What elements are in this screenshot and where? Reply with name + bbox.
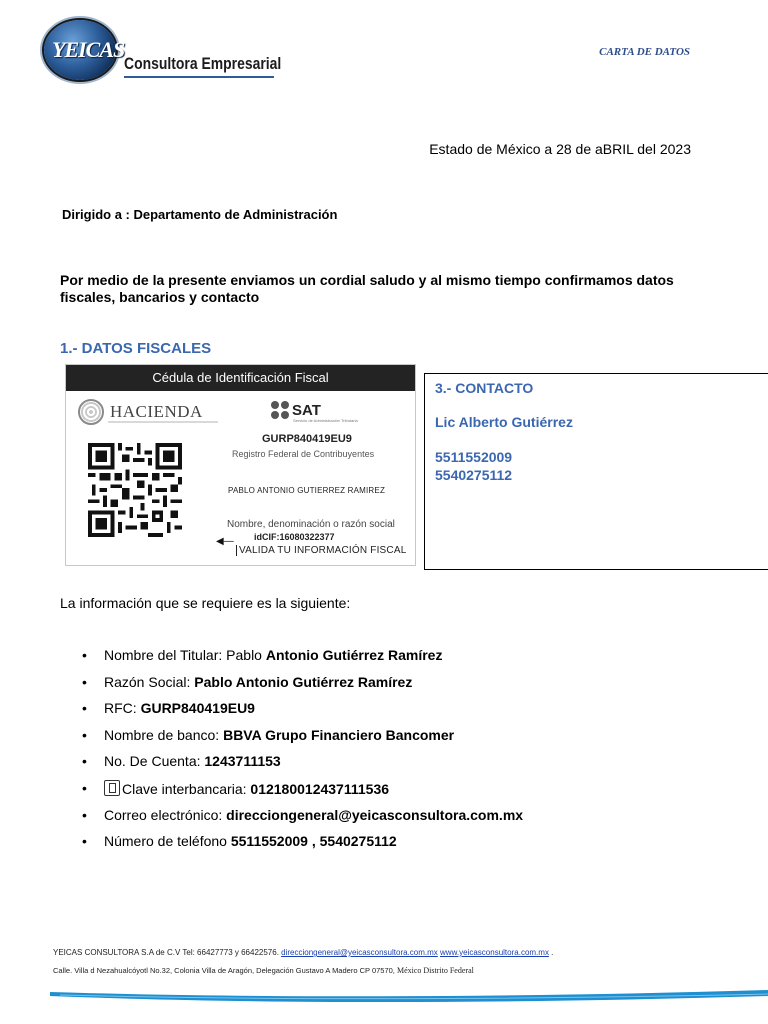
footer-company-line	[53, 948, 553, 957]
item-label: Número de teléfono	[104, 833, 231, 850]
contact-title: 3.- CONTACTO	[435, 380, 534, 396]
company-logo	[44, 20, 282, 90]
sat-text: SAT	[292, 401, 321, 419]
cedula-header: Cédula de Identificación Fiscal	[66, 365, 415, 391]
logo-underline	[124, 76, 274, 78]
footer-wave	[0, 978, 768, 1008]
list-item	[82, 700, 722, 727]
requirements-list	[82, 647, 722, 860]
footer-email-link[interactable]: direcciongeneral@yeicasconsultora.com.mx	[281, 948, 438, 957]
footer-company: YEICAS CONSULTORA S.A de C.V Tel: 66427773 y 66422576.	[53, 948, 282, 957]
seal-icon	[78, 399, 104, 425]
section-title-datos-fiscales: 1.- DATOS FISCALES	[60, 340, 212, 357]
cedula-fiscal-image	[65, 364, 416, 566]
item-value: GURP840419EU9	[140, 700, 255, 717]
requirements-intro: La información que se requiere es la siguiente:	[60, 595, 351, 611]
footer-city: México Distrito Federal	[396, 966, 474, 975]
item-label: RFC:	[104, 700, 141, 717]
contact-box	[424, 373, 768, 570]
cedula-denomination-label: Nombre, denominación o razón social	[227, 519, 395, 530]
item-label: Clave interbancaria:	[122, 780, 251, 797]
contact-name: Lic Alberto Gutiérrez	[435, 414, 573, 430]
list-item	[82, 647, 722, 674]
document-label: CARTA DE DATOS	[599, 46, 690, 58]
cedula-valida: VALIDA TU INFORMACIÓN FISCAL	[236, 545, 406, 556]
item-label: No. De Cuenta:	[104, 753, 205, 770]
list-item	[82, 780, 722, 807]
footer-address-line	[53, 966, 474, 975]
item-value: Pablo Antonio Gutiérrez Ramírez	[194, 673, 413, 690]
list-item	[82, 753, 722, 780]
footer-address: Calle. Villa d Nezahualcóyotl No.32, Colonia Villa de Aragón, Delegación Gustavo A Madero CP 07570,	[53, 966, 397, 975]
contact-phone-2: 5540275112	[435, 467, 513, 483]
intro-paragraph: Por medio de la presente enviamos un cordial saludo y al mismo tiempo confirmamos datos fiscales, bancarios y contacto	[60, 272, 674, 305]
sat-logo	[271, 401, 321, 419]
hacienda-text: HACIENDA	[110, 402, 203, 421]
arrow-left-icon: ◀—	[216, 536, 234, 547]
item-label: Correo electrónico:	[104, 806, 227, 823]
cedula-rfc-label: Registro Federal de Contribuyentes	[232, 449, 375, 459]
copy-icon	[104, 780, 120, 796]
contact-phone-1: 5511552009	[435, 449, 513, 465]
logo-word: YEICAS	[52, 37, 125, 62]
sat-tagline: Servicio de Administración Tributaria	[293, 418, 358, 423]
item-value: 5511552009 , 5540275112	[230, 833, 397, 850]
item-value: Antonio Gutiérrez Ramírez	[265, 647, 443, 663]
addressee: Dirigido a : Departamento de Administración	[62, 207, 338, 222]
sat-dots-icon	[271, 401, 289, 419]
footer-web-link[interactable]: www.yeicasconsultora.com.mx	[440, 948, 549, 957]
cedula-name: PABLO ANTONIO GUTIERREZ RAMIREZ	[228, 486, 386, 495]
qr-code-icon	[88, 443, 182, 537]
list-item	[82, 807, 722, 834]
list-item	[82, 727, 722, 754]
footer-web-suffix: .	[548, 948, 554, 957]
date-line: Estado de México a 28 de aBRIL del 2023	[429, 141, 691, 157]
list-item	[82, 833, 722, 860]
hacienda-subline	[108, 421, 218, 423]
item-value: BBVA Grupo Financiero Bancomer	[223, 726, 455, 743]
list-item	[82, 674, 722, 701]
logo-subtitle: Consultora Empresarial	[124, 54, 282, 73]
cedula-rfc: GURP840419EU9	[262, 433, 352, 445]
item-value: 012180012437111536	[250, 780, 390, 797]
cedula-idcif: idCIF:16080322377	[254, 532, 335, 542]
item-label: Nombre del Titular: Pablo	[104, 647, 266, 663]
item-value: 1243711153	[204, 753, 281, 770]
item-label: Razón Social:	[104, 673, 195, 690]
item-value: direcciongeneral@yeicasconsultora.com.mx	[226, 806, 524, 823]
item-label: Nombre de banco:	[104, 726, 224, 743]
